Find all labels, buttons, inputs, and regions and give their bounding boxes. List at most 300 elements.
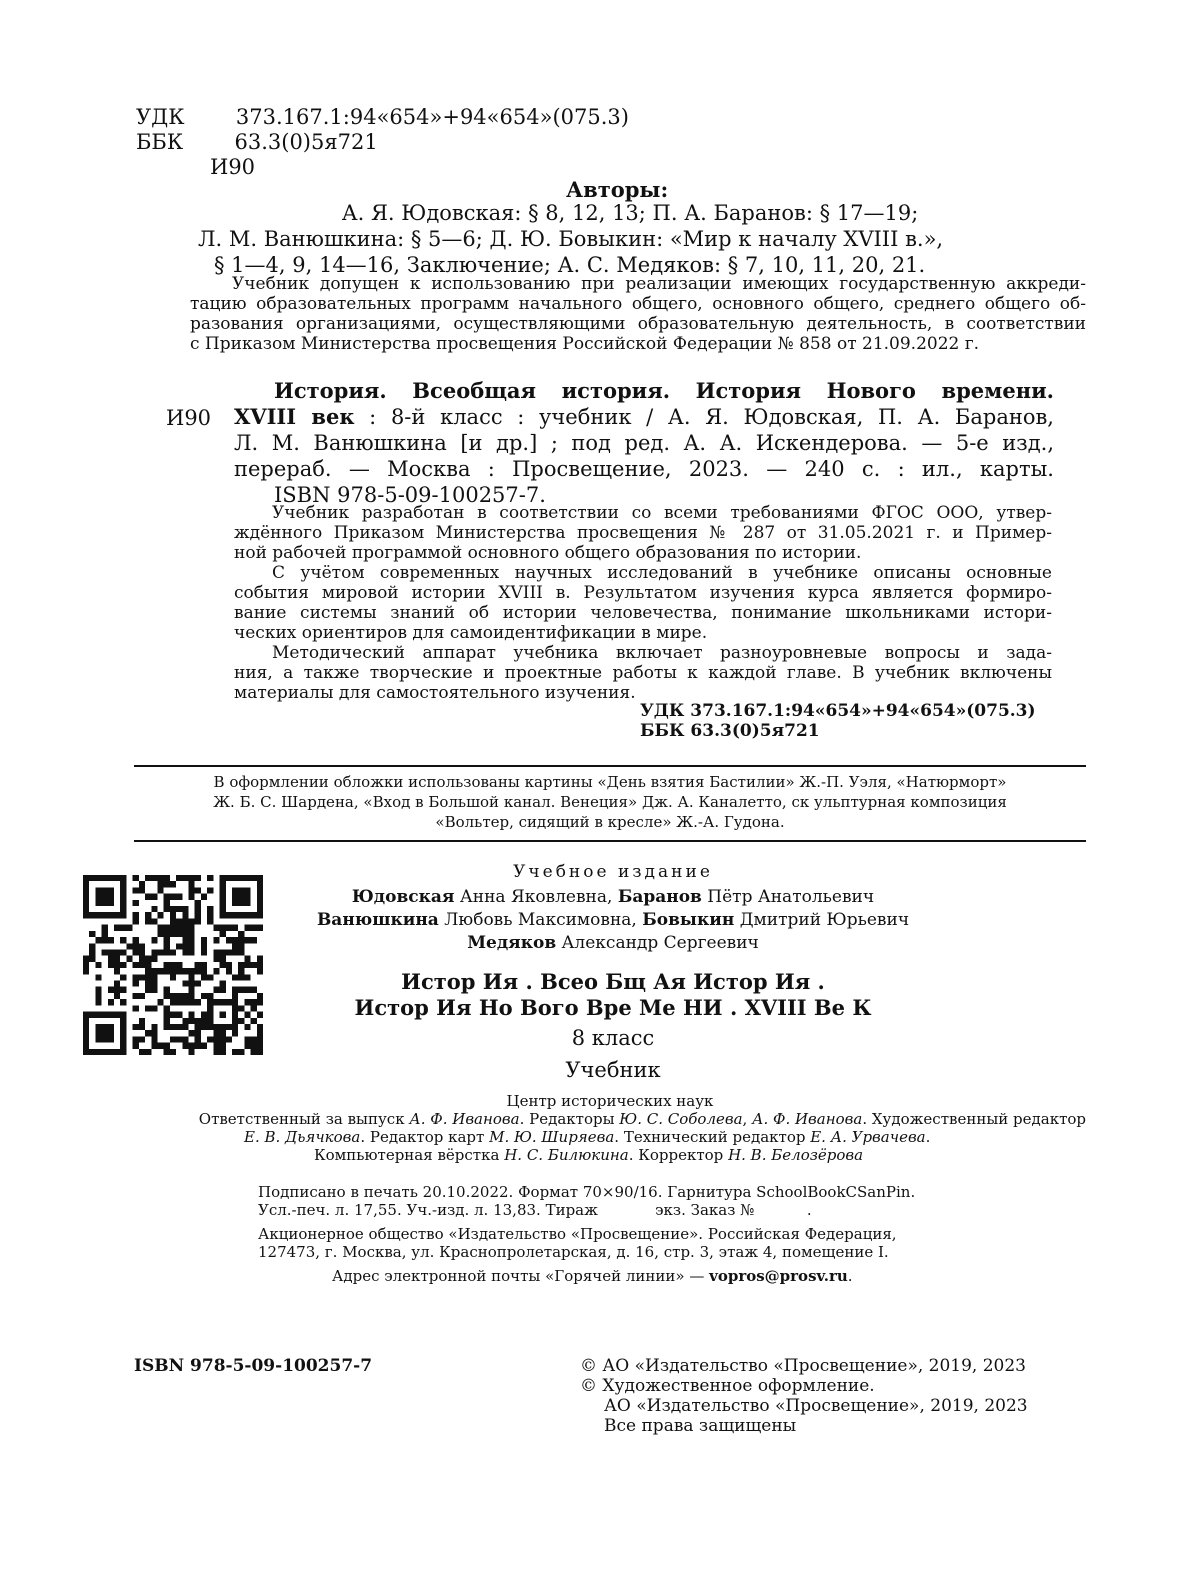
qr-module — [213, 987, 219, 993]
qr-module — [238, 931, 244, 937]
qr-module — [170, 912, 176, 918]
qr-module — [189, 894, 195, 900]
copyright-3: АО «Издательство «Просвещение», 2019, 2023 — [604, 1396, 1028, 1416]
edition-authors-3 — [268, 932, 958, 955]
author-surname: Юдовская — [351, 887, 455, 907]
qr-module — [145, 962, 151, 968]
qr-module — [244, 925, 250, 931]
qr-module — [189, 937, 195, 943]
udk-value: 373.167.1:94«654»+94«654»(075.3) — [235, 105, 629, 129]
credits-line-2 — [134, 1128, 1086, 1146]
qr-module — [257, 1012, 263, 1018]
qr-finder — [232, 887, 251, 906]
qr-module — [108, 987, 114, 993]
bbk-value: 63.3(0)5я721 — [234, 130, 378, 154]
qr-module — [182, 875, 188, 881]
qr-module — [189, 881, 195, 887]
qr-module — [195, 1024, 201, 1030]
credit-role: . Редактор карт — [360, 1128, 490, 1146]
qr-module — [213, 956, 219, 962]
qr-module — [133, 981, 139, 987]
qr-module — [133, 875, 139, 881]
credit-role: , — [742, 1110, 753, 1128]
qr-module — [170, 906, 176, 912]
qr-module — [257, 925, 263, 931]
qr-module — [257, 1036, 263, 1042]
qr-module — [133, 887, 139, 893]
qr-module — [220, 1049, 226, 1055]
qr-module — [83, 968, 89, 974]
qr-module — [251, 999, 257, 1005]
qr-module — [164, 1024, 170, 1030]
qr-module — [164, 1018, 170, 1024]
qr-module — [133, 912, 139, 918]
qr-module — [164, 925, 170, 931]
qr-module — [89, 943, 95, 949]
bib-mark: И90 — [166, 406, 212, 430]
qr-module — [182, 943, 188, 949]
credits — [134, 1092, 1086, 1164]
edition-grade: 8 класс — [571, 1026, 655, 1050]
qr-module — [151, 918, 157, 924]
copyright-block — [580, 1356, 1090, 1436]
bib-line-3: Л. М. Ванюшкина [и др.] ; под ред. А. А. Искендерова. — 5-е изд., — [234, 431, 1054, 455]
qr-module — [226, 968, 232, 974]
qr-module — [170, 1012, 176, 1018]
qr-module — [139, 1049, 145, 1055]
qr-module — [145, 987, 151, 993]
qr-module — [95, 974, 101, 980]
copyright-1: © АО «Издательство «Просвещение», 2019, 2023 — [580, 1356, 1027, 1376]
printing-line-1: Подписано в печать 20.10.2022. Формат 70×90/16. Гарнитура SchoolBookCSanPin. — [258, 1183, 916, 1201]
author-surname: Баранов — [617, 887, 702, 907]
author-surname: Медяков — [467, 933, 557, 953]
qr-module — [170, 894, 176, 900]
qr-module — [133, 900, 139, 906]
credits-line-3 — [134, 1146, 1086, 1164]
qr-module — [238, 962, 244, 968]
qr-module — [120, 987, 126, 993]
credit-person: А. Ф. Иванова — [752, 1110, 863, 1128]
qr-module — [182, 906, 188, 912]
qr-module — [164, 894, 170, 900]
qr-module — [232, 1030, 238, 1036]
authors-list — [190, 200, 1050, 278]
qr-module — [201, 1012, 207, 1018]
qr-module — [108, 937, 114, 943]
qr-module — [189, 1012, 195, 1018]
qr-module — [207, 906, 213, 912]
qr-module — [201, 974, 207, 980]
qr-module — [251, 1036, 257, 1042]
qr-module — [195, 1036, 201, 1042]
author-name: Александр Сергеевич — [556, 933, 759, 953]
qr-module — [126, 943, 132, 949]
qr-module — [170, 1049, 176, 1055]
qr-finder — [95, 887, 114, 906]
qr-module — [170, 974, 176, 980]
qr-module — [133, 1005, 139, 1011]
qr-module — [182, 999, 188, 1005]
qr-module — [195, 962, 201, 968]
qr-module — [120, 925, 126, 931]
author-surname: Бовыкин — [642, 910, 735, 930]
qr-module — [232, 925, 238, 931]
qr-module — [251, 1005, 257, 1011]
qr-module — [182, 937, 188, 943]
qr-module — [145, 918, 151, 924]
annotation-udk: УДК 373.167.1:94«654»+94«654»(075.3) — [640, 701, 1036, 721]
qr-module — [189, 1043, 195, 1049]
qr-module — [189, 925, 195, 931]
qr-module — [102, 925, 108, 931]
qr-module — [157, 925, 163, 931]
author-name: Пётр Анатольевич — [701, 887, 875, 907]
qr-module — [145, 981, 151, 987]
credit-role: . — [925, 1128, 931, 1146]
qr-module — [195, 900, 201, 906]
qr-module — [151, 937, 157, 943]
cover-note-line-2: Ж. Б. С. Шардена, «Вход в Большой канал. Венеция» Дж. А. Каналетто, ск ульптурная композиция — [213, 793, 1007, 811]
printing-info — [258, 1183, 978, 1285]
author-mark: И90 — [210, 155, 256, 179]
edition-title-1: Истор Ия . Всео Бщ Ая Истор Ия . — [401, 969, 825, 994]
qr-module — [213, 1036, 219, 1042]
qr-module — [145, 968, 151, 974]
credit-role: Ответственный за выпуск — [198, 1110, 410, 1128]
qr-module — [189, 943, 195, 949]
qr-module — [189, 918, 195, 924]
qr-module — [244, 956, 250, 962]
qr-module — [201, 1024, 207, 1030]
qr-module — [170, 968, 176, 974]
author-name: Любовь Максимовна, — [438, 910, 643, 930]
qr-module — [220, 956, 226, 962]
qr-module — [189, 1018, 195, 1024]
qr-module — [257, 1030, 263, 1036]
copyright-2: © Художественное оформление. — [580, 1376, 875, 1396]
qr-module — [170, 881, 176, 887]
qr-module — [232, 1049, 238, 1055]
qr-module — [170, 993, 176, 999]
author-name: Анна Яковлевна, — [454, 887, 618, 907]
qr-module — [251, 937, 257, 943]
qr-module — [220, 1043, 226, 1049]
udk-line — [136, 104, 629, 130]
qr-module — [176, 1024, 182, 1030]
qr-module — [244, 962, 250, 968]
qr-module — [257, 993, 263, 999]
qr-module — [195, 981, 201, 987]
qr-module — [151, 981, 157, 987]
qr-module — [201, 937, 207, 943]
approval-text — [190, 274, 1086, 354]
qr-module — [157, 949, 163, 955]
qr-module — [164, 962, 170, 968]
qr-module — [89, 931, 95, 937]
qr-module — [176, 918, 182, 924]
qr-module — [189, 993, 195, 999]
qr-module — [207, 1036, 213, 1042]
qr-module — [89, 956, 95, 962]
qr-module — [195, 1043, 201, 1049]
qr-module — [164, 949, 170, 955]
qr-module — [139, 881, 145, 887]
qr-module — [151, 1024, 157, 1030]
annotation-p2-1: С учётом современных научных исследований в учебнике описаны основные — [272, 563, 1052, 583]
qr-module — [170, 918, 176, 924]
qr-module — [244, 1024, 250, 1030]
qr-module — [251, 925, 257, 931]
qr-module — [182, 1043, 188, 1049]
qr-module — [238, 968, 244, 974]
qr-module — [114, 987, 120, 993]
qr-module — [164, 875, 170, 881]
qr-module — [207, 887, 213, 893]
qr-module — [133, 1024, 139, 1030]
qr-module — [133, 949, 139, 955]
qr-module — [189, 999, 195, 1005]
bibliographic-record — [234, 378, 1054, 508]
qr-module — [176, 906, 182, 912]
qr-code[interactable] — [83, 875, 263, 1055]
qr-module — [257, 962, 263, 968]
qr-module — [170, 1024, 176, 1030]
qr-module — [232, 974, 238, 980]
annotation — [234, 503, 1052, 703]
qr-module — [189, 931, 195, 937]
qr-module — [120, 999, 126, 1005]
qr-module — [139, 993, 145, 999]
qr-module — [139, 887, 145, 893]
qr-module — [238, 1049, 244, 1055]
qr-module — [126, 925, 132, 931]
rule-top — [134, 765, 1086, 767]
qr-module — [182, 1036, 188, 1042]
qr-module — [195, 968, 201, 974]
qr-module — [164, 1012, 170, 1018]
qr-module — [170, 949, 176, 955]
qr-module — [176, 943, 182, 949]
qr-module — [133, 943, 139, 949]
qr-module — [189, 1049, 195, 1055]
credit-person: Н. С. Билюкина — [504, 1146, 629, 1164]
email-line — [258, 1267, 978, 1285]
qr-module — [145, 956, 151, 962]
approval-line-1: Учебник допущен к использованию при реализации имеющих государственную аккреди- — [232, 274, 1086, 294]
email-prefix: Адрес электронной почты «Горячей линии» — — [332, 1267, 710, 1285]
edition-block — [268, 862, 958, 1083]
annotation-p1-1: Учебник разработан в соответствии со всеми требованиями ФГОС ООО, утвер- — [272, 503, 1052, 523]
qr-module — [195, 999, 201, 1005]
qr-module — [220, 981, 226, 987]
publisher-line-2: 127473, г. Москва, ул. Краснопролетарская, д. 16, стр. 3, этаж 4, помещение I. — [258, 1243, 889, 1261]
qr-module — [145, 1049, 151, 1055]
qr-module — [176, 962, 182, 968]
qr-module — [226, 937, 232, 943]
qr-module — [176, 1036, 182, 1042]
qr-module — [145, 875, 151, 881]
bib-line-2 — [234, 404, 1054, 430]
qr-module — [102, 931, 108, 937]
qr-module — [244, 1043, 250, 1049]
qr-module — [176, 1012, 182, 1018]
qr-module — [170, 962, 176, 968]
qr-module — [133, 1043, 139, 1049]
qr-module — [95, 937, 101, 943]
qr-module — [151, 987, 157, 993]
qr-module — [151, 974, 157, 980]
qr-module — [164, 931, 170, 937]
bbk-label: ББК — [136, 130, 184, 154]
qr-module — [232, 949, 238, 955]
qr-module — [164, 937, 170, 943]
email-link[interactable]: vopros@prosv.ru — [709, 1267, 848, 1285]
author-name: Дмитрий Юрьевич — [734, 910, 910, 930]
approval-line-2: тацию образовательных программ начального общего, основного общего, среднего общего об- — [190, 294, 1086, 314]
qr-module — [164, 906, 170, 912]
qr-module — [257, 999, 263, 1005]
qr-module — [201, 1043, 207, 1049]
qr-module — [139, 1018, 145, 1024]
qr-module — [145, 894, 151, 900]
qr-module — [220, 962, 226, 968]
credit-person: Н. В. Белозёрова — [728, 1146, 864, 1164]
qr-module — [120, 937, 126, 943]
qr-module — [108, 956, 114, 962]
qr-module — [139, 1036, 145, 1042]
qr-module — [145, 1005, 151, 1011]
cover-note-line-3: «Вольтер, сидящий в кресле» Ж.-А. Гудона. — [435, 813, 785, 831]
qr-module — [108, 962, 114, 968]
qr-module — [151, 1036, 157, 1042]
annotation-p3-1: Методический аппарат учебника включает разноуровневые вопросы и зада- — [272, 643, 1052, 663]
qr-module — [164, 968, 170, 974]
qr-module — [164, 900, 170, 906]
authors-line-2: Л. М. Ванюшкина: § 5—6; Д. Ю. Бовыкин: «Мир к началу XVIII в.», — [198, 227, 944, 251]
qr-module — [213, 925, 219, 931]
qr-module — [182, 912, 188, 918]
edition-type: Учебник — [565, 1058, 661, 1082]
qr-module — [139, 974, 145, 980]
qr-module — [133, 962, 139, 968]
qr-module — [108, 949, 114, 955]
cover-note-line-1: В оформлении обложки использованы картины «День взятия Бастилии» Ж.-П. Уэля, «Натюрморт» — [213, 773, 1007, 791]
qr-module — [139, 949, 145, 955]
edition-title-2: Истор Ия Но Вого Вре Ме НИ . XVIII Ве К — [354, 995, 872, 1020]
qr-module — [151, 875, 157, 881]
credit-person: М. Ю. Ширяева — [489, 1128, 615, 1146]
qr-module — [226, 925, 232, 931]
qr-module — [164, 943, 170, 949]
qr-module — [189, 981, 195, 987]
qr-module — [213, 1043, 219, 1049]
qr-module — [170, 999, 176, 1005]
qr-module — [201, 962, 207, 968]
qr-module — [139, 962, 145, 968]
qr-module — [201, 968, 207, 974]
qr-module — [176, 925, 182, 931]
edition-kind: Учебное издание — [513, 862, 713, 882]
qr-module — [238, 949, 244, 955]
qr-module — [195, 1018, 201, 1024]
qr-module — [226, 949, 232, 955]
qr-module — [108, 999, 114, 1005]
qr-module — [251, 1043, 257, 1049]
qr-module — [182, 968, 188, 974]
printing-line-2: Усл.-печ. л. 17,55. Уч.-изд. л. 13,83. Тираж экз. Заказ № . — [258, 1201, 812, 1219]
qr-module — [145, 912, 151, 918]
qr-module — [182, 925, 188, 931]
qr-module — [195, 1030, 201, 1036]
qr-module — [244, 999, 250, 1005]
qr-module — [114, 949, 120, 955]
qr-module — [157, 912, 163, 918]
qr-module — [238, 974, 244, 980]
qr-module — [89, 949, 95, 955]
qr-module — [157, 931, 163, 937]
qr-module — [157, 875, 163, 881]
qr-module — [257, 968, 263, 974]
qr-module — [120, 974, 126, 980]
qr-module — [213, 968, 219, 974]
qr-module — [151, 1030, 157, 1036]
qr-module — [182, 1024, 188, 1030]
rights: Все права защищены — [604, 1416, 797, 1436]
qr-module — [133, 974, 139, 980]
qr-module — [133, 918, 139, 924]
annotation-p2-2: события мировой истории XVIII в. Результатом изучения курса является формиро- — [234, 583, 1052, 603]
qr-module — [244, 937, 250, 943]
qr-module — [164, 987, 170, 993]
qr-module — [213, 1049, 219, 1055]
qr-module — [220, 987, 226, 993]
qr-finder — [95, 1024, 114, 1043]
qr-module — [164, 1049, 170, 1055]
qr-module — [182, 981, 188, 987]
credit-role: . Корректор — [628, 1146, 729, 1164]
qr-module — [133, 937, 139, 943]
qr-module — [201, 1018, 207, 1024]
qr-module — [207, 912, 213, 918]
edition-authors-2 — [268, 909, 958, 932]
qr-module — [189, 987, 195, 993]
qr-module — [133, 993, 139, 999]
qr-module — [201, 943, 207, 949]
qr-module — [151, 1043, 157, 1049]
qr-module — [102, 937, 108, 943]
qr-module — [145, 1030, 151, 1036]
authors-line-1: А. Я. Юдовская: § 8, 12, 13; П. А. Баранов: § 17—19; — [341, 201, 919, 225]
credit-person: Е. В. Дьячкова — [244, 1128, 361, 1146]
rule-bottom — [134, 840, 1086, 842]
annotation-p2-3: вание системы знаний об истории человечества, понимание школьниками истори- — [234, 603, 1052, 623]
qr-module — [257, 956, 263, 962]
email-suffix: . — [847, 1267, 853, 1285]
qr-module — [157, 968, 163, 974]
qr-module — [244, 974, 250, 980]
qr-module — [189, 974, 195, 980]
annotation-bbk: ББК 63.3(0)5я721 — [640, 721, 820, 741]
qr-module — [151, 1005, 157, 1011]
qr-module — [157, 887, 163, 893]
qr-module — [189, 875, 195, 881]
qr-module — [201, 894, 207, 900]
qr-module — [195, 912, 201, 918]
qr-module — [195, 887, 201, 893]
credit-role: . Редакторы — [519, 1110, 620, 1128]
credit-person: А. Ф. Иванова — [409, 1110, 520, 1128]
